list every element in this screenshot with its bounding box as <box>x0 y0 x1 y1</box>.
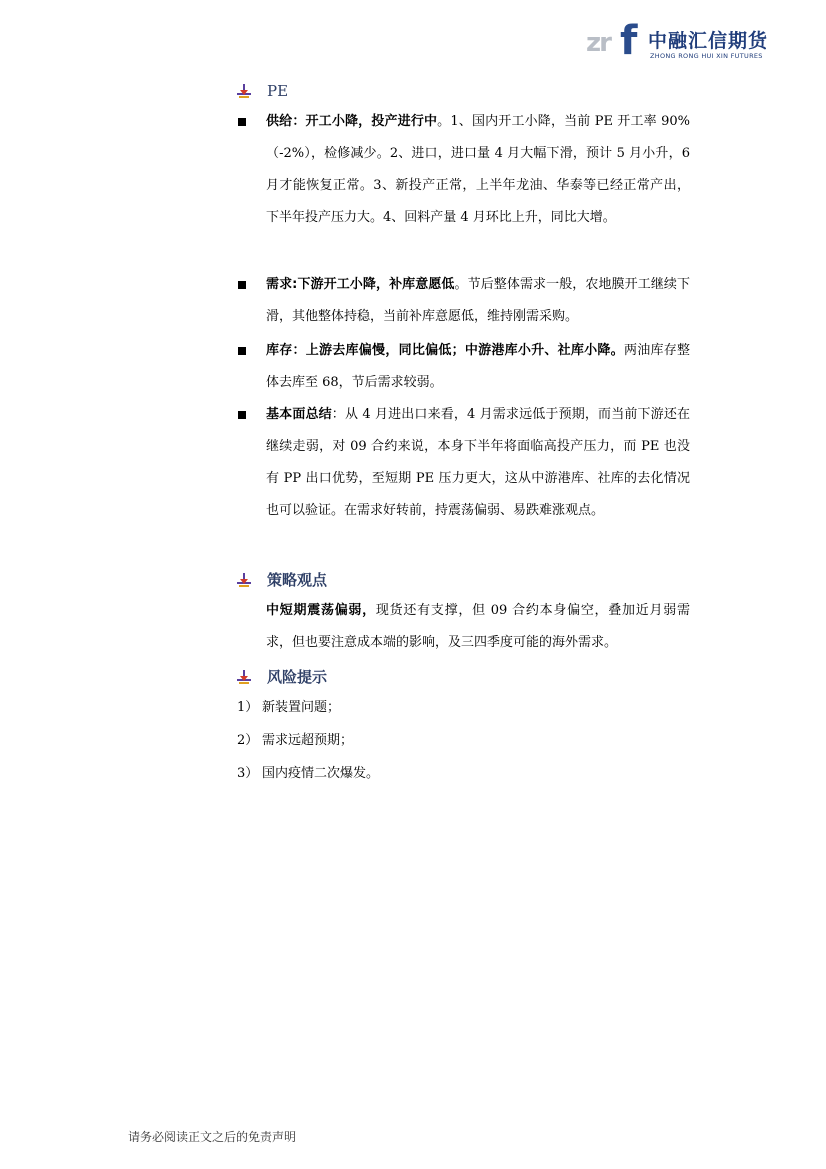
risk-item <box>237 764 379 784</box>
section-heading-risk <box>237 666 327 687</box>
risk-item <box>237 731 353 751</box>
section-heading-pe <box>237 82 288 100</box>
inventory-label: 库存：上游去库偏慢，同比偏低；中游港库小升、社库小降。 <box>266 343 624 358</box>
risk-text: 新装置问题； <box>262 700 341 715</box>
paragraph-supply <box>266 106 690 234</box>
strategy-text: 现货还有支撑，但 09 合约本身偏空，叠加近月弱需求，但也要注意成本端的影响，及三四季度可能的海外需求。 <box>266 603 690 650</box>
heading-text: 策略观点 <box>267 571 328 589</box>
demand-text: 。节后整体需求一般，农地膜开工继续下滑，其他整体持稳，当前补库意愿低，维持刚需采购。 <box>266 277 690 324</box>
demand-label: 需求:下游开工小降，补库意愿低 <box>266 277 455 292</box>
paragraph-fundamentals <box>266 399 690 527</box>
risk-text: 国内疫情二次爆发。 <box>262 766 380 781</box>
supply-label: 供给：开工小降，投产进行中 <box>266 114 438 129</box>
risk-text: 需求远超预期； <box>262 733 354 748</box>
risk-item <box>237 698 340 718</box>
logo-mark-zr: zr <box>586 28 610 58</box>
risk-number: 3） <box>237 766 259 781</box>
disclaimer-footer: 请务必阅读正文之后的免责声明 <box>128 1130 297 1144</box>
bullet-icon <box>238 411 246 419</box>
logo-company-cn: 中融汇信期货 <box>648 30 769 52</box>
fundamentals-label: 基本面总结 <box>266 407 332 422</box>
paragraph-strategy <box>266 595 690 659</box>
arrow-down-icon <box>237 84 251 98</box>
strategy-label: 中短期震荡偏弱， <box>266 603 376 618</box>
arrow-down-icon <box>237 573 251 587</box>
company-logo <box>586 20 776 64</box>
risk-number: 2） <box>237 733 259 748</box>
arrow-down-icon <box>237 670 251 684</box>
logo-company-en: ZHONG RONG HUI XIN FUTURES <box>650 52 763 60</box>
supply-text: 。1、国内开工小降，当前 PE 开工率 90%（-2%），检修减少。2、进口，进口量 4 月大幅下滑，预计 5 月小升，6 月才能恢复正常。3、新投产正常，上半年龙油、华泰等已经正常产出，下半年投产压力大。4、回料产量 4 月环比上升，同比大增。 <box>266 114 690 225</box>
heading-text: 风险提示 <box>267 668 328 686</box>
paragraph-demand <box>266 269 690 333</box>
inventory-text: 两油库存整体去库至 68，节后需求较弱。 <box>266 343 690 390</box>
bullet-icon <box>238 281 246 289</box>
risk-number: 1） <box>237 700 259 715</box>
section-heading-strategy <box>237 569 327 590</box>
fundamentals-text: ：从 4 月进出口来看，4 月需求远低于预期，而当前下游还在继续走弱，对 09 合约来说，本身下半年将面临高投产压力，而 PE 也没有 PP 出口优势，至短期 PE 压力更大，这从中游港库、社库的去化情况也可以验证。在需求好转前，持震荡偏弱、易跌难涨观点。 <box>266 407 690 518</box>
bullet-icon <box>238 347 246 355</box>
heading-text: PE <box>267 82 289 100</box>
bullet-icon <box>238 118 246 126</box>
logo-mark-f: f <box>620 18 638 64</box>
paragraph-inventory <box>266 335 690 399</box>
